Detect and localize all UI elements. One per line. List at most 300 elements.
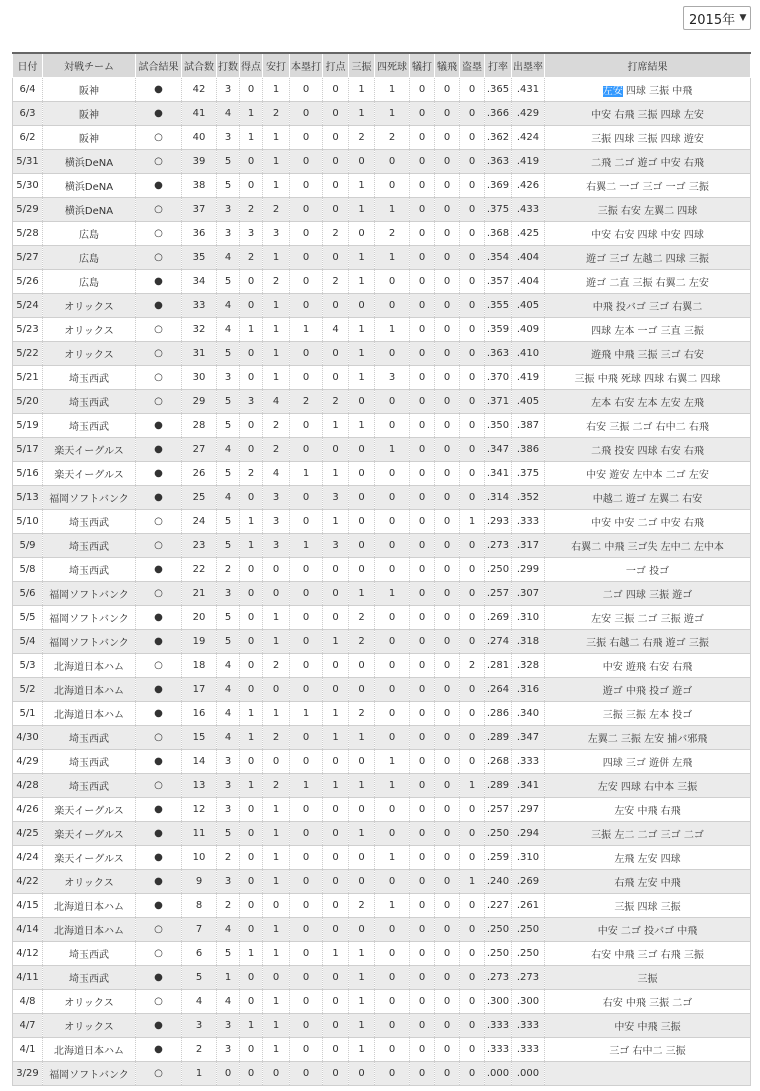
cell-date: 5/23 <box>13 318 43 342</box>
cell-walks: 1 <box>375 750 410 774</box>
cell-home-runs: 0 <box>290 174 323 198</box>
cell-plate-results: 三振 四球 三振 <box>545 894 751 918</box>
cell-strikeouts: 1 <box>349 174 375 198</box>
cell-rbi: 0 <box>323 918 349 942</box>
cell-date: 4/30 <box>13 726 43 750</box>
cell-games: 11 <box>182 822 217 846</box>
cell-runs: 0 <box>240 294 263 318</box>
cell-sac-bunts: 0 <box>410 294 435 318</box>
cell-at-bats: 3 <box>217 198 240 222</box>
cell-obp: .409 <box>512 318 545 342</box>
cell-steals: 0 <box>460 798 485 822</box>
cell-games: 12 <box>182 798 217 822</box>
cell-result: ● <box>136 462 182 486</box>
cell-home-runs: 0 <box>290 150 323 174</box>
cell-result: ● <box>136 1038 182 1062</box>
cell-runs: 0 <box>240 486 263 510</box>
cell-walks: 0 <box>375 630 410 654</box>
cell-rbi: 2 <box>323 270 349 294</box>
cell-sac-bunts: 0 <box>410 1038 435 1062</box>
cell-runs: 0 <box>240 966 263 990</box>
table-row <box>13 582 751 606</box>
cell-sac-bunts: 0 <box>410 630 435 654</box>
cell-sac-bunts: 0 <box>410 366 435 390</box>
cell-walks: 0 <box>375 1014 410 1038</box>
cell-plate-results: 中安 右安 四球 中安 四球 <box>545 222 751 246</box>
cell-games: 16 <box>182 702 217 726</box>
cell-obp: .419 <box>512 366 545 390</box>
cell-home-runs: 0 <box>290 966 323 990</box>
cell-hits: 1 <box>263 630 290 654</box>
cell-home-runs: 0 <box>290 846 323 870</box>
cell-sac-flies: 0 <box>435 1014 460 1038</box>
cell-walks: 1 <box>375 246 410 270</box>
cell-rbi: 0 <box>323 582 349 606</box>
cell-strikeouts: 0 <box>349 150 375 174</box>
cell-rbi: 0 <box>323 174 349 198</box>
cell-obp: .333 <box>512 1038 545 1062</box>
cell-steals: 0 <box>460 1014 485 1038</box>
cell-opponent: 埼玉西武 <box>43 942 136 966</box>
cell-runs: 1 <box>240 1014 263 1038</box>
cell-rbi: 2 <box>323 222 349 246</box>
cell-rbi: 1 <box>323 510 349 534</box>
cell-hits: 0 <box>263 582 290 606</box>
cell-plate-results: 三振 左二 二ゴ 三ゴ 二ゴ <box>545 822 751 846</box>
cell-strikeouts: 1 <box>349 366 375 390</box>
cell-plate-results: 右安 三振 二ゴ 右中二 右飛 <box>545 414 751 438</box>
cell-steals: 0 <box>460 750 485 774</box>
table-row <box>13 462 751 486</box>
cell-strikeouts: 1 <box>349 318 375 342</box>
table-row <box>13 726 751 750</box>
cell-home-runs: 0 <box>290 438 323 462</box>
cell-steals: 0 <box>460 414 485 438</box>
cell-steals: 0 <box>460 966 485 990</box>
cell-date: 4/8 <box>13 990 43 1014</box>
cell-sac-flies: 0 <box>435 126 460 150</box>
cell-date: 4/26 <box>13 798 43 822</box>
cell-steals: 0 <box>460 630 485 654</box>
cell-games: 23 <box>182 534 217 558</box>
cell-sac-bunts: 0 <box>410 246 435 270</box>
cell-obp: .429 <box>512 102 545 126</box>
cell-steals: 0 <box>460 846 485 870</box>
cell-result: ● <box>136 798 182 822</box>
cell-home-runs: 0 <box>290 414 323 438</box>
cell-obp: .250 <box>512 942 545 966</box>
cell-result: ● <box>136 414 182 438</box>
cell-opponent: 北海道日本ハム <box>43 654 136 678</box>
cell-steals: 0 <box>460 894 485 918</box>
cell-plate-results: 二ゴ 四球 三振 遊ゴ <box>545 582 751 606</box>
column-header-games: 試合数 <box>182 53 217 78</box>
cell-result: ● <box>136 894 182 918</box>
cell-hits: 0 <box>263 894 290 918</box>
table-header-row <box>13 53 751 78</box>
cell-walks: 1 <box>375 774 410 798</box>
cell-avg: .355 <box>485 294 512 318</box>
cell-walks: 0 <box>375 510 410 534</box>
cell-plate-results: 三振 中飛 死球 四球 右翼二 四球 <box>545 366 751 390</box>
cell-strikeouts: 0 <box>349 918 375 942</box>
cell-at-bats: 4 <box>217 726 240 750</box>
table-row <box>13 894 751 918</box>
cell-at-bats: 5 <box>217 630 240 654</box>
cell-games: 19 <box>182 630 217 654</box>
cell-steals: 0 <box>460 78 485 102</box>
table-row <box>13 1014 751 1038</box>
cell-games: 3 <box>182 1014 217 1038</box>
cell-runs: 0 <box>240 606 263 630</box>
cell-opponent: オリックス <box>43 342 136 366</box>
cell-obp: .375 <box>512 462 545 486</box>
cell-obp: .340 <box>512 702 545 726</box>
cell-opponent: オリックス <box>43 294 136 318</box>
cell-avg: .365 <box>485 78 512 102</box>
cell-games: 42 <box>182 78 217 102</box>
table-row <box>13 318 751 342</box>
cell-sac-flies: 0 <box>435 774 460 798</box>
cell-hits: 1 <box>263 150 290 174</box>
cell-plate-results: 四球 左本 一ゴ 三直 三振 <box>545 318 751 342</box>
cell-sac-bunts: 0 <box>410 990 435 1014</box>
cell-games: 25 <box>182 486 217 510</box>
cell-at-bats: 5 <box>217 606 240 630</box>
table-row <box>13 846 751 870</box>
cell-home-runs: 0 <box>290 486 323 510</box>
cell-date: 4/12 <box>13 942 43 966</box>
cell-opponent: 北海道日本ハム <box>43 1038 136 1062</box>
selected-text: 左安 <box>602 86 623 97</box>
cell-steals: 0 <box>460 318 485 342</box>
table-row <box>13 630 751 654</box>
cell-sac-flies: 0 <box>435 558 460 582</box>
cell-strikeouts: 1 <box>349 774 375 798</box>
cell-strikeouts: 0 <box>349 390 375 414</box>
cell-strikeouts: 0 <box>349 486 375 510</box>
cell-hits: 2 <box>263 102 290 126</box>
cell-opponent: 埼玉西武 <box>43 414 136 438</box>
cell-steals: 0 <box>460 246 485 270</box>
cell-sac-bunts: 0 <box>410 126 435 150</box>
cell-date: 5/26 <box>13 270 43 294</box>
cell-home-runs: 0 <box>290 342 323 366</box>
table-row <box>13 438 751 462</box>
cell-rbi: 0 <box>323 654 349 678</box>
cell-games: 35 <box>182 246 217 270</box>
cell-walks: 0 <box>375 294 410 318</box>
cell-sac-flies: 0 <box>435 654 460 678</box>
cell-result: ● <box>136 606 182 630</box>
year-select-value: 2015年 <box>689 12 736 28</box>
cell-home-runs: 0 <box>290 1062 323 1086</box>
cell-hits: 0 <box>263 678 290 702</box>
cell-plate-results: 三振 四球 三振 四球 遊安 <box>545 126 751 150</box>
cell-runs: 0 <box>240 894 263 918</box>
cell-date: 5/28 <box>13 222 43 246</box>
cell-at-bats: 4 <box>217 318 240 342</box>
cell-opponent: 福岡ソフトバンク <box>43 630 136 654</box>
table-row <box>13 510 751 534</box>
cell-plate-results: 三振 三振 左本 投ゴ <box>545 702 751 726</box>
cell-rbi: 1 <box>323 726 349 750</box>
cell-home-runs: 0 <box>290 606 323 630</box>
cell-walks: 1 <box>375 198 410 222</box>
cell-home-runs: 0 <box>290 510 323 534</box>
cell-sac-flies: 0 <box>435 198 460 222</box>
cell-opponent: 埼玉西武 <box>43 966 136 990</box>
cell-walks: 2 <box>375 126 410 150</box>
cell-sac-flies: 0 <box>435 366 460 390</box>
cell-plate-results <box>545 1062 751 1086</box>
cell-opponent: 埼玉西武 <box>43 390 136 414</box>
cell-sac-flies: 0 <box>435 102 460 126</box>
cell-games: 41 <box>182 102 217 126</box>
cell-opponent: オリックス <box>43 870 136 894</box>
cell-obp: .297 <box>512 798 545 822</box>
game-log-table <box>12 52 751 1086</box>
column-header-plate-results: 打席結果 <box>545 53 751 78</box>
cell-strikeouts: 0 <box>349 462 375 486</box>
cell-sac-bunts: 0 <box>410 1014 435 1038</box>
cell-result: ○ <box>136 126 182 150</box>
cell-runs: 0 <box>240 654 263 678</box>
cell-steals: 0 <box>460 102 485 126</box>
cell-walks: 1 <box>375 846 410 870</box>
cell-walks: 1 <box>375 438 410 462</box>
cell-avg: .333 <box>485 1038 512 1062</box>
cell-sac-flies: 0 <box>435 606 460 630</box>
cell-plate-results: 中越二 遊ゴ 左翼二 右安 <box>545 486 751 510</box>
table-row <box>13 822 751 846</box>
cell-strikeouts: 1 <box>349 102 375 126</box>
cell-opponent: オリックス <box>43 318 136 342</box>
cell-sac-flies: 0 <box>435 702 460 726</box>
cell-hits: 0 <box>263 966 290 990</box>
cell-strikeouts: 0 <box>349 654 375 678</box>
cell-rbi: 1 <box>323 462 349 486</box>
cell-plate-results: 遊飛 中飛 三振 三ゴ 右安 <box>545 342 751 366</box>
cell-walks: 0 <box>375 726 410 750</box>
cell-sac-bunts: 0 <box>410 702 435 726</box>
column-header-date: 日付 <box>13 53 43 78</box>
cell-walks: 0 <box>375 678 410 702</box>
cell-sac-flies: 0 <box>435 1038 460 1062</box>
table-row <box>13 174 751 198</box>
cell-rbi: 1 <box>323 942 349 966</box>
cell-date: 6/3 <box>13 102 43 126</box>
cell-strikeouts: 1 <box>349 966 375 990</box>
cell-sac-flies: 0 <box>435 510 460 534</box>
cell-games: 27 <box>182 438 217 462</box>
cell-rbi: 3 <box>323 534 349 558</box>
table-row <box>13 966 751 990</box>
cell-walks: 0 <box>375 558 410 582</box>
table-row <box>13 534 751 558</box>
cell-plate-results: 左飛 左安 四球 <box>545 846 751 870</box>
cell-result: ● <box>136 630 182 654</box>
cell-avg: .240 <box>485 870 512 894</box>
cell-home-runs: 0 <box>290 222 323 246</box>
cell-opponent: 広島 <box>43 222 136 246</box>
cell-obp: .310 <box>512 846 545 870</box>
cell-walks: 0 <box>375 414 410 438</box>
cell-sac-flies: 0 <box>435 918 460 942</box>
cell-plate-results: 一ゴ 投ゴ <box>545 558 751 582</box>
cell-sac-flies: 0 <box>435 846 460 870</box>
cell-runs: 0 <box>240 750 263 774</box>
cell-home-runs: 1 <box>290 702 323 726</box>
table-row <box>13 342 751 366</box>
cell-date: 4/22 <box>13 870 43 894</box>
cell-steals: 0 <box>460 990 485 1014</box>
cell-sac-bunts: 0 <box>410 726 435 750</box>
cell-hits: 1 <box>263 870 290 894</box>
cell-obp: .347 <box>512 726 545 750</box>
cell-home-runs: 0 <box>290 750 323 774</box>
cell-sac-bunts: 0 <box>410 606 435 630</box>
cell-obp: .261 <box>512 894 545 918</box>
cell-result: ○ <box>136 654 182 678</box>
cell-rbi: 1 <box>323 630 349 654</box>
cell-sac-bunts: 0 <box>410 798 435 822</box>
cell-obp: .250 <box>512 918 545 942</box>
cell-walks: 0 <box>375 798 410 822</box>
cell-date: 5/9 <box>13 534 43 558</box>
table-row <box>13 774 751 798</box>
cell-date: 5/13 <box>13 486 43 510</box>
cell-runs: 1 <box>240 534 263 558</box>
cell-hits: 2 <box>263 726 290 750</box>
cell-date: 5/29 <box>13 198 43 222</box>
cell-result: ○ <box>136 366 182 390</box>
cell-runs: 1 <box>240 774 263 798</box>
cell-hits: 1 <box>263 606 290 630</box>
cell-sac-bunts: 0 <box>410 462 435 486</box>
cell-walks: 0 <box>375 390 410 414</box>
cell-plate-results: 遊ゴ 二直 三振 右翼二 左安 <box>545 270 751 294</box>
cell-sac-bunts: 0 <box>410 486 435 510</box>
table-row <box>13 654 751 678</box>
cell-avg: .371 <box>485 390 512 414</box>
cell-walks: 0 <box>375 654 410 678</box>
cell-runs: 1 <box>240 318 263 342</box>
cell-steals: 0 <box>460 1038 485 1062</box>
cell-opponent: 福岡ソフトバンク <box>43 486 136 510</box>
table-row <box>13 126 751 150</box>
cell-at-bats: 4 <box>217 702 240 726</box>
table-row <box>13 870 751 894</box>
cell-result: ● <box>136 294 182 318</box>
cell-opponent: 福岡ソフトバンク <box>43 582 136 606</box>
cell-avg: .293 <box>485 510 512 534</box>
cell-date: 3/29 <box>13 1062 43 1086</box>
cell-games: 30 <box>182 366 217 390</box>
cell-result: ● <box>136 1014 182 1038</box>
cell-runs: 0 <box>240 270 263 294</box>
cell-opponent: 横浜DeNA <box>43 198 136 222</box>
cell-sac-flies: 0 <box>435 390 460 414</box>
cell-opponent: 横浜DeNA <box>43 150 136 174</box>
cell-avg: .274 <box>485 630 512 654</box>
cell-sac-flies: 0 <box>435 150 460 174</box>
cell-date: 4/14 <box>13 918 43 942</box>
cell-plate-results: 中安 遊飛 右安 右飛 <box>545 654 751 678</box>
cell-games: 24 <box>182 510 217 534</box>
cell-steals: 0 <box>460 486 485 510</box>
cell-steals: 0 <box>460 918 485 942</box>
cell-walks: 0 <box>375 702 410 726</box>
cell-avg: .363 <box>485 342 512 366</box>
column-header-opponent: 対戦チーム <box>43 53 136 78</box>
cell-steals: 0 <box>460 270 485 294</box>
cell-date: 5/22 <box>13 342 43 366</box>
cell-home-runs: 1 <box>290 534 323 558</box>
table-row <box>13 150 751 174</box>
cell-runs: 0 <box>240 342 263 366</box>
cell-runs: 1 <box>240 942 263 966</box>
cell-plate-results: 四球 三ゴ 遊併 左飛 <box>545 750 751 774</box>
cell-runs: 3 <box>240 222 263 246</box>
cell-date: 4/29 <box>13 750 43 774</box>
cell-obp: .269 <box>512 870 545 894</box>
cell-opponent: 埼玉西武 <box>43 510 136 534</box>
cell-runs: 0 <box>240 78 263 102</box>
cell-rbi: 1 <box>323 702 349 726</box>
cell-date: 4/25 <box>13 822 43 846</box>
cell-obp: .433 <box>512 198 545 222</box>
cell-sac-bunts: 0 <box>410 1062 435 1086</box>
year-select[interactable] <box>683 6 751 30</box>
cell-obp: .333 <box>512 1014 545 1038</box>
cell-opponent: 阪神 <box>43 102 136 126</box>
cell-rbi: 0 <box>323 150 349 174</box>
cell-plate-results: 右飛 左安 中飛 <box>545 870 751 894</box>
cell-strikeouts: 0 <box>349 750 375 774</box>
cell-opponent: 福岡ソフトバンク <box>43 1062 136 1086</box>
cell-hits: 3 <box>263 222 290 246</box>
cell-date: 5/17 <box>13 438 43 462</box>
cell-strikeouts: 0 <box>349 798 375 822</box>
cell-games: 37 <box>182 198 217 222</box>
cell-result: ● <box>136 270 182 294</box>
table-row <box>13 198 751 222</box>
cell-at-bats: 3 <box>217 798 240 822</box>
cell-home-runs: 0 <box>290 582 323 606</box>
cell-obp: .352 <box>512 486 545 510</box>
cell-hits: 1 <box>263 246 290 270</box>
cell-strikeouts: 1 <box>349 414 375 438</box>
cell-date: 4/11 <box>13 966 43 990</box>
cell-avg: .250 <box>485 822 512 846</box>
cell-date: 4/24 <box>13 846 43 870</box>
cell-date: 4/1 <box>13 1038 43 1062</box>
cell-avg: .250 <box>485 918 512 942</box>
cell-avg: .347 <box>485 438 512 462</box>
cell-walks: 0 <box>375 1038 410 1062</box>
cell-rbi: 0 <box>323 990 349 1014</box>
cell-hits: 0 <box>263 1062 290 1086</box>
cell-strikeouts: 2 <box>349 126 375 150</box>
cell-avg: .259 <box>485 846 512 870</box>
cell-sac-bunts: 0 <box>410 438 435 462</box>
cell-strikeouts: 1 <box>349 342 375 366</box>
cell-walks: 1 <box>375 894 410 918</box>
cell-date: 5/8 <box>13 558 43 582</box>
cell-at-bats: 4 <box>217 654 240 678</box>
cell-steals: 0 <box>460 678 485 702</box>
